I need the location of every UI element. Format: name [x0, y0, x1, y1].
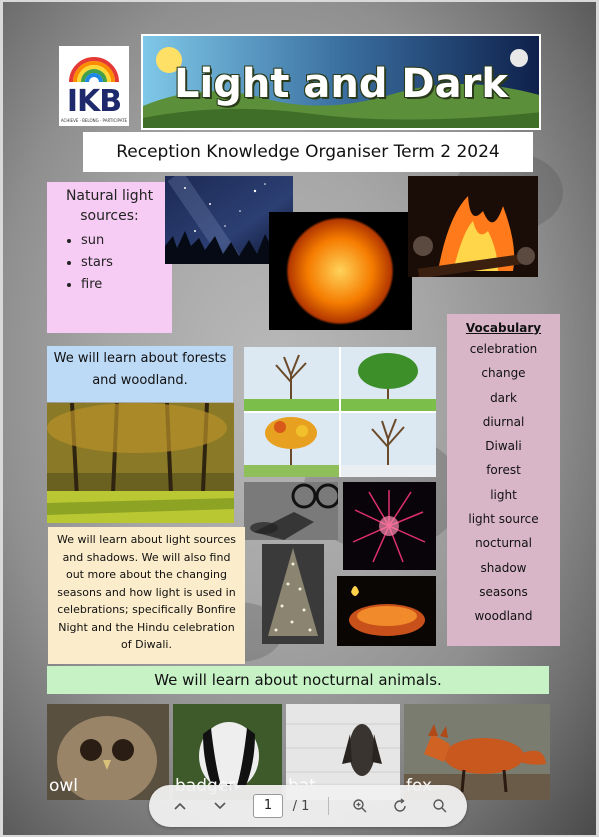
list-item: • fire	[81, 274, 168, 296]
toolbar-divider	[327, 785, 329, 827]
forests-box: We will learn about forests and woodland.	[47, 346, 233, 402]
chevron-up-icon[interactable]	[169, 785, 191, 827]
vocab-item: light	[490, 487, 517, 502]
vocab-item: forest	[486, 463, 521, 478]
page-total: / 1	[292, 798, 310, 814]
subtitle: Reception Knowledge Organiser Term 2 2024	[83, 132, 533, 172]
seasons-trees-image	[244, 347, 436, 477]
vocab-item: celebration	[469, 342, 538, 356]
list-item: • stars	[81, 252, 168, 274]
bicycle-shadow-image	[244, 482, 338, 540]
rotate-icon[interactable]	[389, 785, 411, 827]
rainbow-icon	[67, 52, 121, 82]
vocab-item: shadow	[480, 560, 527, 575]
lit-tree-image	[262, 544, 324, 644]
animal-label: owl	[49, 776, 79, 796]
list-item: • sun	[81, 230, 168, 252]
vocab-item: Diwali	[485, 439, 522, 454]
vocab-item: nocturnal	[475, 536, 532, 551]
fire-image	[408, 176, 538, 277]
vocab-item: diurnal	[482, 414, 525, 429]
vocabulary-box	[447, 314, 560, 646]
page-title: Light and Dark	[174, 61, 508, 107]
forest-image	[47, 403, 234, 523]
title-banner	[141, 34, 541, 130]
zoom-in-icon[interactable]	[349, 785, 371, 827]
vocab-item: woodland	[474, 609, 533, 624]
diya-lamp-image	[337, 576, 436, 646]
vocabulary-title: Vocabulary	[465, 321, 542, 335]
natural-light-list	[51, 230, 168, 296]
shadows-box: We will learn about light sources and shadows. We will also find out more about the changing seasons and how light is used in celebrations; specifically Bonfire Night and the Hindu celebration of Diwali.	[48, 527, 245, 664]
natural-light-box	[47, 182, 172, 333]
natural-light-heading: Natural light sources:	[65, 188, 154, 224]
vocab-item: change	[481, 366, 526, 381]
logo-text: IKB	[66, 84, 122, 119]
vocab-item: dark	[490, 390, 517, 405]
chevron-down-icon[interactable]	[209, 785, 231, 827]
vocab-item: seasons	[479, 584, 528, 599]
viewer-toolbar	[149, 785, 467, 827]
page-number-input[interactable]: 1	[253, 794, 283, 818]
search-icon[interactable]	[429, 785, 451, 827]
nocturnal-heading: We will learn about nocturnal animals.	[47, 666, 549, 694]
logo-tagline: ACHIEVE · BELONG · PARTICIPATE	[60, 118, 128, 123]
vocab-item: light source	[468, 512, 539, 527]
owl-image	[47, 704, 169, 800]
fireworks-image	[343, 482, 436, 570]
school-logo	[59, 46, 129, 126]
sun-image	[269, 212, 412, 330]
document-page	[3, 2, 596, 835]
